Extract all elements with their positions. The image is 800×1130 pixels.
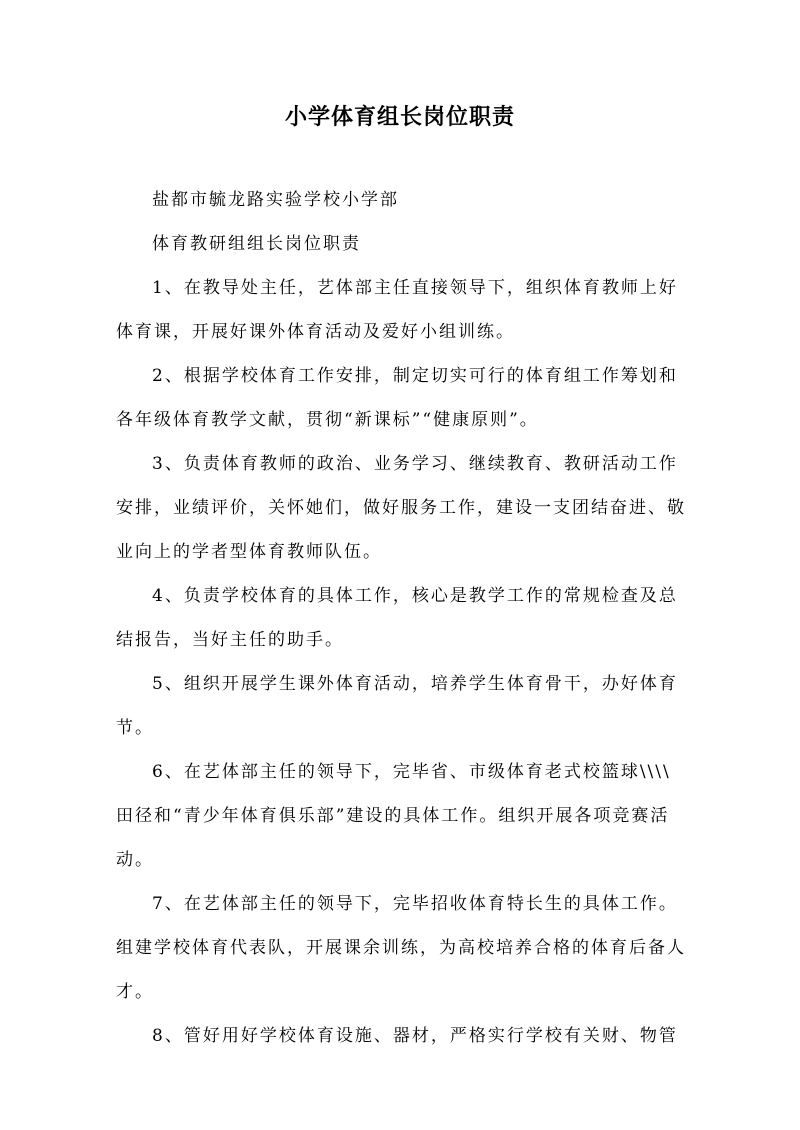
paragraph-line: 2、根据学校体育工作安排，制定切实可行的体育组工作筹划和: [152, 366, 678, 386]
page-title: 小学体育组长岗位职责: [284, 104, 515, 130]
document-body: [116, 178, 686, 1058]
paragraph-line: 各年级体育教学文献，贯彻“新课标”“健康原则”。: [116, 410, 539, 430]
paragraph-line: 田径和“青少年体育俱乐部”建设的具体工作。组织开展各项竞赛活: [116, 806, 670, 826]
paragraph-line: 7、在艺体部主任的领导下，完毕招收体育特长生的具体工作。: [152, 894, 678, 914]
paragraph-line: 3、负责体育教师的政治、业务学习、继续教育、教研活动工作: [152, 454, 678, 474]
paragraph-line: 结报告，当好主任的助手。: [116, 630, 344, 650]
paragraph-line: 6、在艺体部主任的领导下，完毕省、市级体育老式校篮球\\\\: [152, 762, 671, 782]
paragraph-line: 才。: [116, 982, 154, 1002]
paragraph-line: 体育课，开展好课外体育活动及爱好小组训练。: [116, 322, 515, 342]
paragraph-line: 4、负责学校体育的具体工作，核心是教学工作的常规检查及总: [152, 586, 678, 606]
paragraph-line: 8、管好用好学校体育设施、器材，严格实行学校有关财、物管: [152, 1026, 678, 1046]
paragraph-line: 安排，业绩评价，关怀她们，做好服务工作，建设一支团结奋进、敬: [116, 498, 686, 518]
paragraph-line: 节。: [116, 718, 154, 738]
paragraph-line: 动。: [116, 850, 154, 870]
paragraph-line: 1、在教导处主任，艺体部主任直接领导下，组织体育教师上好: [152, 278, 678, 298]
subtitle-line: 体育教研组组长岗位职责: [152, 234, 361, 254]
school-name-line: 盐都市毓龙路实验学校小学部: [152, 190, 399, 210]
paragraph-line: 业向上的学者型体育教师队伍。: [116, 542, 382, 562]
paragraph-line: 组建学校体育代表队，开展课余训练，为高校培养合格的体育后备人: [116, 938, 686, 958]
paragraph-line: 5、组织开展学生课外体育活动，培养学生体育骨干，办好体育: [152, 674, 678, 694]
